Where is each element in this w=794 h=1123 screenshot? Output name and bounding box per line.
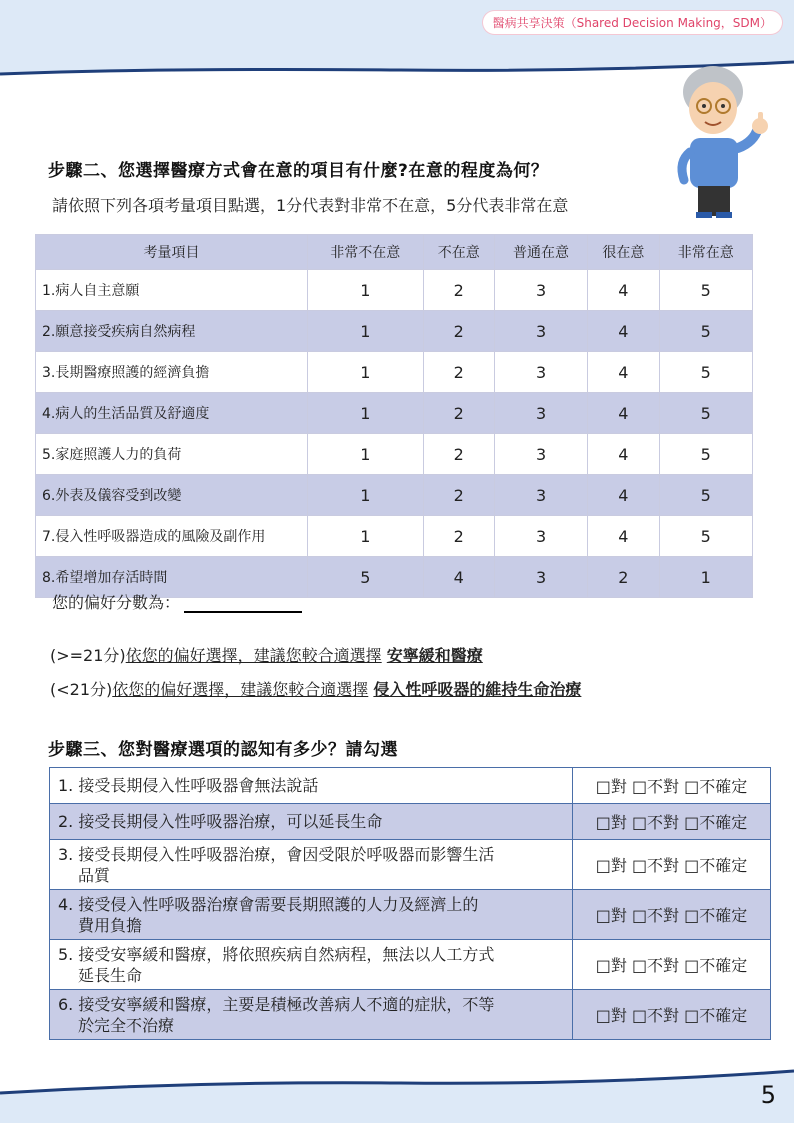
- score-option[interactable]: 4: [588, 434, 659, 475]
- answer-options[interactable]: □對 □不對 □不確定: [573, 890, 771, 940]
- column-header: 非常在意: [659, 235, 752, 270]
- statement-number: 5.: [58, 944, 74, 964]
- statement-text-continued: 於完全不治療: [78, 1015, 175, 1035]
- score-option[interactable]: 4: [423, 557, 494, 598]
- table-row: [36, 393, 753, 434]
- table-row: [50, 840, 771, 890]
- preference-table: [35, 234, 753, 598]
- statement-text: 接受長期侵入性呼吸器會無法說話: [78, 776, 319, 795]
- table-row: [36, 352, 753, 393]
- score-option[interactable]: 5: [659, 311, 752, 352]
- score-option[interactable]: 3: [494, 352, 587, 393]
- score-option[interactable]: 3: [494, 516, 587, 557]
- statement-text: 接受安寧緩和醫療，主要是積極改善病人不適的症狀，不等: [78, 994, 495, 1014]
- score-option[interactable]: 3: [494, 434, 587, 475]
- statement-text-continued: 費用負擔: [78, 915, 143, 935]
- score-option[interactable]: 5: [659, 516, 752, 557]
- knowledge-statement: [50, 840, 573, 890]
- statement-text: 接受侵入性呼吸器治療會需要長期照護的人力及經濟上的: [78, 894, 479, 914]
- table-row: [36, 311, 753, 352]
- table-row: [36, 475, 753, 516]
- score-option[interactable]: 2: [423, 270, 494, 311]
- preference-table-header: [36, 235, 753, 270]
- knowledge-statement: [50, 890, 573, 940]
- table-row: [36, 270, 753, 311]
- page-number: 5: [760, 1081, 776, 1109]
- table-row: [50, 990, 771, 1040]
- score-option[interactable]: 2: [423, 352, 494, 393]
- statement-number: 3.: [58, 844, 74, 864]
- answer-options[interactable]: □對 □不對 □不確定: [573, 990, 771, 1040]
- score-option[interactable]: 1: [308, 270, 424, 311]
- knowledge-statement: [50, 768, 573, 804]
- answer-options[interactable]: □對 □不對 □不確定: [573, 940, 771, 990]
- statement-text-continued: 品質: [78, 865, 111, 885]
- step2-title: 步驟二、您選擇醫療方式會在意的項目有什麼?在意的程度為何？: [48, 161, 549, 181]
- consideration-item: 2.願意接受疾病自然病程: [36, 311, 308, 352]
- knowledge-statement: [50, 990, 573, 1040]
- knowledge-table: [49, 767, 771, 1040]
- score-option[interactable]: 2: [423, 475, 494, 516]
- recommendation-low: [50, 677, 581, 700]
- table-row: [50, 890, 771, 940]
- column-header: 不在意: [423, 235, 494, 270]
- score-option[interactable]: 1: [659, 557, 752, 598]
- score-option[interactable]: 4: [588, 516, 659, 557]
- statement-text: 接受長期侵入性呼吸器治療，會因受限於呼吸器而影響生活: [78, 844, 495, 864]
- consideration-item: 3.長期醫療照護的經濟負擔: [36, 352, 308, 393]
- step3-title: 步驟三、您對醫療選項的認知有多少？請勾選: [48, 740, 398, 760]
- score-option[interactable]: 4: [588, 352, 659, 393]
- column-header: 普通在意: [494, 235, 587, 270]
- score-option[interactable]: 5: [308, 557, 424, 598]
- statement-text-continued: 延長生命: [78, 965, 143, 985]
- score-option[interactable]: 1: [308, 475, 424, 516]
- score-option[interactable]: 2: [588, 557, 659, 598]
- statement-number: 2.: [58, 812, 74, 831]
- preference-score-line: [52, 590, 302, 613]
- score-option[interactable]: 3: [494, 475, 587, 516]
- column-header: 很在意: [588, 235, 659, 270]
- score-option[interactable]: 1: [308, 393, 424, 434]
- score-option[interactable]: 2: [423, 311, 494, 352]
- table-row: [50, 768, 771, 804]
- table-row: [50, 940, 771, 990]
- score-option[interactable]: 5: [659, 270, 752, 311]
- score-option[interactable]: 2: [423, 393, 494, 434]
- sdm-header-label: 醫病共享決策（Shared Decision Making，SDM）: [483, 11, 782, 34]
- consideration-item: 6.外表及儀容受到改變: [36, 475, 308, 516]
- score-option[interactable]: 5: [659, 393, 752, 434]
- table-row: [36, 516, 753, 557]
- preference-score-field[interactable]: [184, 593, 302, 613]
- knowledge-statement: [50, 804, 573, 840]
- score-option[interactable]: 5: [659, 475, 752, 516]
- recommendation-text: 依您的偏好選擇，建議您較合適選擇: [112, 680, 369, 699]
- table-row: [50, 804, 771, 840]
- statement-number: 4.: [58, 894, 74, 914]
- consideration-item: 4.病人的生活品質及舒適度: [36, 393, 308, 434]
- consideration-item: 7.侵入性呼吸器造成的風險及副作用: [36, 516, 308, 557]
- answer-options[interactable]: □對 □不對 □不確定: [573, 768, 771, 804]
- score-option[interactable]: 4: [588, 311, 659, 352]
- score-option[interactable]: 1: [308, 311, 424, 352]
- score-option[interactable]: 4: [588, 475, 659, 516]
- table-row: [36, 434, 753, 475]
- answer-options[interactable]: □對 □不對 □不確定: [573, 840, 771, 890]
- score-option[interactable]: 3: [494, 311, 587, 352]
- score-option[interactable]: 3: [494, 557, 587, 598]
- score-option[interactable]: 4: [588, 393, 659, 434]
- statement-text: 接受長期侵入性呼吸器治療，可以延長生命: [78, 812, 383, 831]
- footer-band: [0, 1063, 794, 1123]
- score-option[interactable]: 1: [308, 516, 424, 557]
- score-option[interactable]: 2: [423, 434, 494, 475]
- recommendation-high: [50, 643, 483, 666]
- score-option[interactable]: 3: [494, 393, 587, 434]
- column-header: 考量項目: [36, 235, 308, 270]
- score-option[interactable]: 3: [494, 270, 587, 311]
- step2-instruction: 請依照下列各項考量項目點選，1分代表對非常不在意，5分代表非常在意: [52, 196, 569, 215]
- score-option[interactable]: 1: [308, 434, 424, 475]
- consideration-item: 1.病人自主意願: [36, 270, 308, 311]
- recommendation-threshold: (<21分): [50, 680, 113, 699]
- score-option[interactable]: 2: [423, 516, 494, 557]
- recommendation-threshold: (>=21分): [50, 646, 126, 665]
- preference-score-label: 您的偏好分數為：: [52, 593, 181, 612]
- consideration-item: 5.家庭照護人力的負荷: [36, 434, 308, 475]
- statement-number: 1.: [58, 776, 74, 795]
- score-option[interactable]: 4: [588, 270, 659, 311]
- elderly-man-thumbs-up-icon: [668, 62, 778, 222]
- column-header: 非常不在意: [308, 235, 424, 270]
- statement-number: 6.: [58, 994, 74, 1014]
- recommendation-choice: 侵入性呼吸器的維持生命治療: [373, 680, 582, 699]
- consideration-item: 8.希望增加存活時間: [36, 557, 308, 598]
- answer-options[interactable]: □對 □不對 □不確定: [573, 804, 771, 840]
- statement-text: 接受安寧緩和醫療，將依照疾病自然病程，無法以人工方式: [78, 944, 495, 964]
- score-option[interactable]: 5: [659, 434, 752, 475]
- recommendation-choice: 安寧緩和醫療: [386, 646, 483, 665]
- recommendation-text: 依您的偏好選擇，建議您較合適選擇: [125, 646, 382, 665]
- knowledge-statement: [50, 940, 573, 990]
- score-option[interactable]: 1: [308, 352, 424, 393]
- score-option[interactable]: 5: [659, 352, 752, 393]
